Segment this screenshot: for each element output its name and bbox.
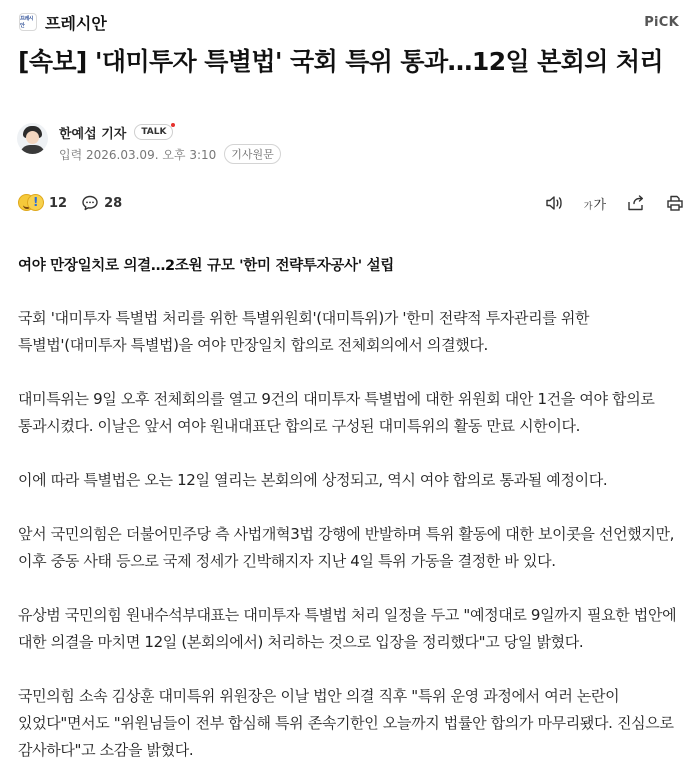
article-toolbar bbox=[18, 190, 684, 216]
original-article-button[interactable]: 기사원문 bbox=[224, 144, 281, 164]
article-paragraph: 국회 '대미투자 특별법 처리를 위한 특별위원회'(대미특위)가 '한미 전략적 투자관리를 위한 특별법'(대미투자 특별법)을 여야 만장일치 합의로 전체회의에서 의결했다. bbox=[18, 309, 590, 354]
comment-button[interactable] bbox=[81, 194, 122, 212]
reaction-emoji-icon bbox=[18, 194, 44, 212]
article-subtitle: 여야 만장일치로 의결…2조원 규모 '한미 전략투자공사' 설립 bbox=[18, 258, 395, 274]
article-paragraph: 국민의힘 소속 김상훈 대미특위 위원장은 이날 법안 의결 직후 "특위 운영 과정에서 여러 논란이 있었다"면서도 "위원님들이 전부 합심해 특위 존속기한인 오늘까지 법률안 합의가 마무리됐다. 진심으로 감사하다"고 소감을 밝혔다. bbox=[18, 687, 674, 759]
article-paragraph: 유상범 국민의힘 원내수석부대표는 대미투자 특별법 처리 일정을 두고 "예정대로 9일까지 필요한 법안에 대한 의결을 마치면 12일 (본회의에서) 처리하는 것으로 입장을 정리했다"고 당일 밝혔다. bbox=[18, 606, 677, 651]
audio-icon[interactable] bbox=[544, 194, 564, 212]
press-bar bbox=[19, 11, 679, 33]
share-icon[interactable] bbox=[626, 194, 646, 212]
talk-button[interactable]: TALK bbox=[134, 124, 173, 140]
byline bbox=[17, 123, 281, 163]
article-headline: [속보] '대미투자 특별법' 국회 특위 통과…12일 본회의 처리 bbox=[18, 47, 664, 76]
reporter-avatar[interactable] bbox=[17, 123, 48, 154]
article-body bbox=[18, 254, 684, 766]
talk-notification-dot bbox=[171, 123, 175, 127]
comment-count: 28 bbox=[104, 195, 123, 211]
article-paragraph: 이에 따라 특별법은 오는 12일 열리는 본회의에 상정되고, 역시 여야 합의로 통과될 예정이다. bbox=[18, 471, 608, 489]
font-size-icon[interactable]: 가 가 bbox=[583, 197, 606, 213]
reaction-button[interactable] bbox=[18, 194, 67, 212]
reporter-name[interactable]: 한예섭 기자 bbox=[59, 126, 127, 142]
press-logo[interactable]: 프레시안 bbox=[19, 13, 37, 31]
article-paragraph: 앞서 국민의힘은 더불어민주당 측 사법개혁3법 강행에 반발하며 특위 활동에 대한 보이콧을 선언했지만, 이후 중동 사태 등으로 국제 정세가 긴박해지자 지난 4일 특위 가동을 결정한 바 있다. bbox=[18, 525, 675, 570]
comment-icon bbox=[81, 194, 99, 212]
pick-badge[interactable]: PiCK bbox=[644, 14, 679, 30]
published-date: 입력 2026.03.09. 오후 3:10 bbox=[59, 147, 217, 162]
press-link[interactable] bbox=[19, 11, 107, 34]
article-paragraph: 대미특위는 9일 오후 전체회의를 열고 9건의 대미투자 특별법에 대한 위원회 대안 1건을 여야 합의로 통과시켰다. 이날은 앞서 여야 원내대표단 합의로 구성된 대미특위의 활동 만료 시한이다. bbox=[18, 390, 655, 435]
press-name[interactable]: 프레시안 bbox=[45, 13, 107, 33]
print-icon[interactable] bbox=[666, 194, 684, 212]
reaction-count: 12 bbox=[49, 195, 68, 211]
